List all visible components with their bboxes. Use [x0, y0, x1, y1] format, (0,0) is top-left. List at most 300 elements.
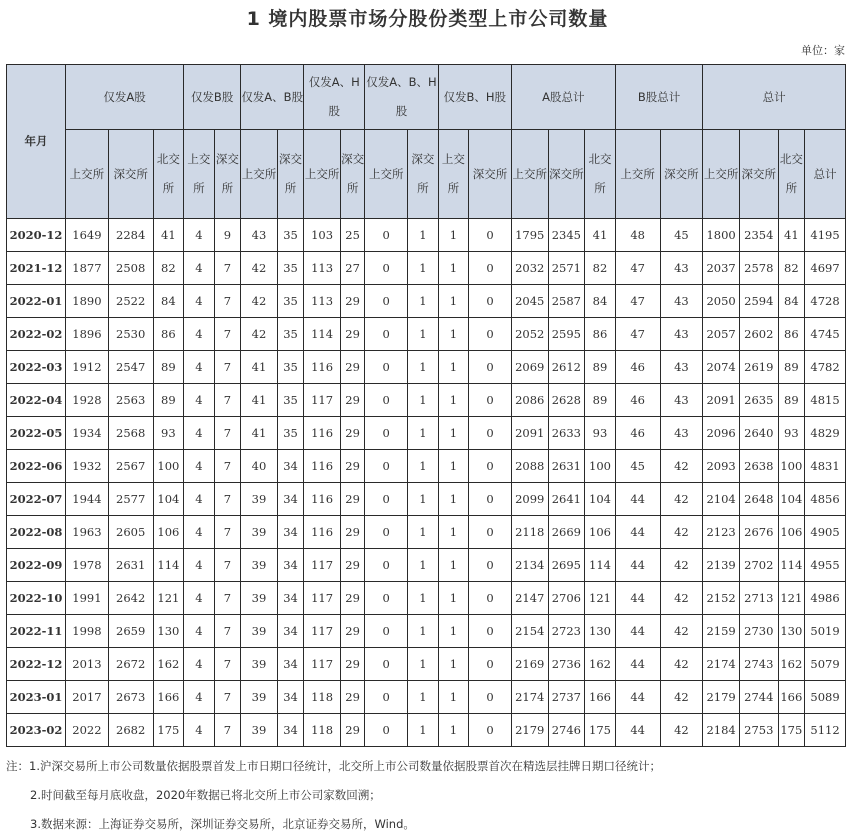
table-cell: 2032: [511, 252, 548, 285]
table-cell: 2184: [703, 714, 740, 747]
table-cell: 116: [304, 351, 341, 384]
table-cell: 2104: [703, 483, 740, 516]
table-cell: 7: [214, 714, 240, 747]
table-cell: 2169: [511, 648, 548, 681]
table-cell: 7: [214, 615, 240, 648]
table-cell: 2152: [703, 582, 740, 615]
table-cell: 117: [304, 582, 341, 615]
table-cell: 29: [340, 582, 364, 615]
table-cell: 1: [408, 417, 439, 450]
table-cell: 2037: [703, 252, 740, 285]
table-cell: 2640: [739, 417, 778, 450]
table-cell: 166: [778, 681, 804, 714]
table-cell: 41: [153, 219, 184, 252]
table-cell: 82: [778, 252, 804, 285]
table-cell: 42: [660, 648, 703, 681]
table-cell: 0: [469, 483, 512, 516]
row-date: 2022-03: [7, 351, 66, 384]
table-cell: 44: [615, 582, 660, 615]
table-cell: 29: [340, 384, 364, 417]
table-cell: 0: [365, 483, 408, 516]
header-sub: 北交所: [585, 130, 616, 219]
table-cell: 4: [184, 417, 215, 450]
table-cell: 7: [214, 285, 240, 318]
table-cell: 2659: [108, 615, 153, 648]
table-cell: 44: [615, 483, 660, 516]
table-cell: 2594: [739, 285, 778, 318]
table-cell: 2052: [511, 318, 548, 351]
table-cell: 4815: [805, 384, 846, 417]
table-row: [7, 549, 846, 582]
table-cell: 44: [615, 516, 660, 549]
table-cell: 7: [214, 483, 240, 516]
table-cell: 4: [184, 252, 215, 285]
table-cell: 39: [241, 714, 278, 747]
table-cell: 93: [778, 417, 804, 450]
table-cell: 41: [778, 219, 804, 252]
table-cell: 2723: [548, 615, 585, 648]
table-cell: 2702: [739, 549, 778, 582]
table-cell: 42: [660, 615, 703, 648]
table-cell: 5112: [805, 714, 846, 747]
table-cell: 45: [660, 219, 703, 252]
table-cell: 0: [365, 219, 408, 252]
table-cell: 47: [615, 285, 660, 318]
table-row: [7, 417, 846, 450]
table-cell: 35: [277, 219, 303, 252]
table-cell: 35: [277, 351, 303, 384]
table-cell: 2587: [548, 285, 585, 318]
table-cell: 39: [241, 582, 278, 615]
table-cell: 4: [184, 384, 215, 417]
table-cell: 39: [241, 615, 278, 648]
table-cell: 2563: [108, 384, 153, 417]
table-cell: 43: [660, 252, 703, 285]
table-cell: 39: [241, 549, 278, 582]
table-cell: 4: [184, 483, 215, 516]
table-cell: 41: [241, 351, 278, 384]
table-cell: 41: [585, 219, 616, 252]
table-cell: 113: [304, 285, 341, 318]
table-row: [7, 450, 846, 483]
table-cell: 25: [340, 219, 364, 252]
header-group: 仅发A股: [66, 65, 184, 130]
table-cell: 7: [214, 384, 240, 417]
table-cell: 2345: [548, 219, 585, 252]
table-cell: 35: [277, 252, 303, 285]
table-cell: 2641: [548, 483, 585, 516]
table-cell: 116: [304, 483, 341, 516]
table-cell: 43: [241, 219, 278, 252]
table-cell: 2673: [108, 681, 153, 714]
table-cell: 166: [153, 681, 184, 714]
table-cell: 5089: [805, 681, 846, 714]
table-cell: 1: [408, 615, 439, 648]
table-cell: 35: [277, 417, 303, 450]
table-cell: 42: [660, 714, 703, 747]
table-cell: 0: [365, 681, 408, 714]
table-cell: 2628: [548, 384, 585, 417]
header-year-month: 年月: [7, 65, 66, 219]
header-sub: 深交所: [108, 130, 153, 219]
table-cell: 7: [214, 582, 240, 615]
table-cell: 2174: [703, 648, 740, 681]
table-cell: 0: [365, 450, 408, 483]
header-group: A股总计: [511, 65, 615, 130]
table-cell: 2612: [548, 351, 585, 384]
table-cell: 166: [585, 681, 616, 714]
table-cell: 2631: [548, 450, 585, 483]
table-cell: 2567: [108, 450, 153, 483]
table-cell: 103: [304, 219, 341, 252]
header-sub: 总计: [805, 130, 846, 219]
table-cell: 0: [469, 384, 512, 417]
table-cell: 4: [184, 219, 215, 252]
table-cell: 7: [214, 318, 240, 351]
table-cell: 2730: [739, 615, 778, 648]
table-row: [7, 681, 846, 714]
table-cell: 175: [778, 714, 804, 747]
table-cell: 0: [365, 648, 408, 681]
table-cell: 1: [408, 351, 439, 384]
table-cell: 42: [241, 318, 278, 351]
table-cell: 1: [438, 450, 469, 483]
table-cell: 117: [304, 549, 341, 582]
table-cell: 34: [277, 582, 303, 615]
table-cell: 2642: [108, 582, 153, 615]
header-sub: 上交所: [304, 130, 341, 219]
table-cell: 42: [660, 681, 703, 714]
table-cell: 1: [408, 549, 439, 582]
header-sub: 深交所: [469, 130, 512, 219]
table-cell: 116: [304, 417, 341, 450]
table-cell: 2508: [108, 252, 153, 285]
table-cell: 2753: [739, 714, 778, 747]
table-cell: 44: [615, 714, 660, 747]
table-cell: 44: [615, 648, 660, 681]
table-cell: 1928: [66, 384, 109, 417]
table-cell: 89: [585, 384, 616, 417]
table-cell: 2568: [108, 417, 153, 450]
table-cell: 2050: [703, 285, 740, 318]
table-cell: 4: [184, 516, 215, 549]
listed-companies-table: [6, 64, 846, 747]
table-cell: 7: [214, 648, 240, 681]
table-cell: 1: [438, 582, 469, 615]
table-cell: 7: [214, 681, 240, 714]
table-cell: 7: [214, 252, 240, 285]
table-cell: 4955: [805, 549, 846, 582]
table-cell: 117: [304, 648, 341, 681]
table-cell: 84: [153, 285, 184, 318]
table-cell: 35: [277, 384, 303, 417]
header-group: 仅发A、B股: [241, 65, 304, 130]
table-cell: 1: [408, 648, 439, 681]
table-cell: 2571: [548, 252, 585, 285]
table-cell: 43: [660, 351, 703, 384]
table-cell: 29: [340, 483, 364, 516]
table-cell: 1: [408, 285, 439, 318]
table-cell: 1963: [66, 516, 109, 549]
table-cell: 4856: [805, 483, 846, 516]
table-cell: 42: [660, 549, 703, 582]
table-cell: 130: [153, 615, 184, 648]
table-cell: 34: [277, 714, 303, 747]
table-cell: 2074: [703, 351, 740, 384]
table-cell: 100: [153, 450, 184, 483]
table-cell: 1: [408, 252, 439, 285]
table-cell: 106: [778, 516, 804, 549]
table-cell: 29: [340, 714, 364, 747]
table-cell: 121: [153, 582, 184, 615]
footnote-2: 2.时间截至每月底收盘，2020年数据已将北交所上市公司家数回溯；: [30, 788, 381, 802]
table-cell: 4: [184, 351, 215, 384]
table-cell: 1978: [66, 549, 109, 582]
table-cell: 162: [778, 648, 804, 681]
table-cell: 2022: [66, 714, 109, 747]
table-cell: 0: [365, 582, 408, 615]
table-cell: 0: [365, 549, 408, 582]
table-cell: 4: [184, 549, 215, 582]
table-cell: 47: [615, 252, 660, 285]
table-cell: 34: [277, 516, 303, 549]
table-cell: 1934: [66, 417, 109, 450]
table-cell: 2091: [703, 384, 740, 417]
table-cell: 2530: [108, 318, 153, 351]
table-cell: 4: [184, 582, 215, 615]
table-cell: 7: [214, 450, 240, 483]
table-cell: 34: [277, 681, 303, 714]
table-cell: 2086: [511, 384, 548, 417]
header-sub: 深交所: [340, 130, 364, 219]
table-cell: 1: [438, 549, 469, 582]
table-row: [7, 318, 846, 351]
table-cell: 46: [615, 417, 660, 450]
table-cell: 42: [660, 582, 703, 615]
table-cell: 34: [277, 549, 303, 582]
table-cell: 162: [585, 648, 616, 681]
table-cell: 2179: [511, 714, 548, 747]
table-row: [7, 351, 846, 384]
row-date: 2022-11: [7, 615, 66, 648]
table-row: [7, 219, 846, 252]
header-sub: 北交所: [778, 130, 804, 219]
table-cell: 35: [277, 318, 303, 351]
table-cell: 121: [585, 582, 616, 615]
table-cell: 2139: [703, 549, 740, 582]
table-cell: 1: [438, 219, 469, 252]
table-cell: 117: [304, 615, 341, 648]
table-cell: 1795: [511, 219, 548, 252]
table-cell: 104: [585, 483, 616, 516]
table-row: [7, 714, 846, 747]
table-cell: 4: [184, 714, 215, 747]
table-cell: 4: [184, 318, 215, 351]
table-cell: 1: [408, 714, 439, 747]
table-cell: 2669: [548, 516, 585, 549]
table-row: [7, 384, 846, 417]
table-cell: 43: [660, 384, 703, 417]
table-cell: 2648: [739, 483, 778, 516]
table-cell: 116: [304, 450, 341, 483]
row-date: 2022-09: [7, 549, 66, 582]
table-cell: 117: [304, 384, 341, 417]
table-cell: 2631: [108, 549, 153, 582]
table-cell: 44: [615, 615, 660, 648]
table-cell: 0: [365, 285, 408, 318]
table-cell: 1800: [703, 219, 740, 252]
table-cell: 2744: [739, 681, 778, 714]
table-cell: 1: [408, 681, 439, 714]
table-cell: 0: [469, 219, 512, 252]
header-group: 仅发A、B、H股: [365, 65, 438, 130]
table-cell: 2547: [108, 351, 153, 384]
table-cell: 2619: [739, 351, 778, 384]
table-cell: 1: [408, 219, 439, 252]
table-cell: 5019: [805, 615, 846, 648]
table-cell: 0: [469, 615, 512, 648]
table-cell: 2147: [511, 582, 548, 615]
table-cell: 0: [469, 351, 512, 384]
row-date: 2022-04: [7, 384, 66, 417]
table-cell: 4697: [805, 252, 846, 285]
table-cell: 1: [438, 615, 469, 648]
table-cell: 89: [585, 351, 616, 384]
table-cell: 0: [469, 648, 512, 681]
table-cell: 89: [153, 384, 184, 417]
table-cell: 121: [778, 582, 804, 615]
table-cell: 7: [214, 417, 240, 450]
table-cell: 46: [615, 351, 660, 384]
table-cell: 1: [438, 483, 469, 516]
table-cell: 4829: [805, 417, 846, 450]
table-row: [7, 483, 846, 516]
table-cell: 42: [660, 483, 703, 516]
table-cell: 7: [214, 351, 240, 384]
table-cell: 29: [340, 285, 364, 318]
table-cell: 2635: [739, 384, 778, 417]
table-cell: 114: [304, 318, 341, 351]
table-cell: 2354: [739, 219, 778, 252]
row-date: 2023-02: [7, 714, 66, 747]
header-group: B股总计: [615, 65, 703, 130]
table-row: [7, 252, 846, 285]
table-cell: 1877: [66, 252, 109, 285]
table-cell: 29: [340, 417, 364, 450]
table-cell: 2522: [108, 285, 153, 318]
table-cell: 2013: [66, 648, 109, 681]
table-cell: 162: [153, 648, 184, 681]
table-cell: 29: [340, 549, 364, 582]
table-row: [7, 285, 846, 318]
footnote-1: 注：1.沪深交易所上市公司数量依据股票首发上市日期口径统计，北交所上市公司数量依据股票首次在精选层挂牌日期口径统计；: [6, 759, 661, 773]
table-cell: 1912: [66, 351, 109, 384]
table-cell: 0: [469, 714, 512, 747]
table-cell: 29: [340, 318, 364, 351]
table-cell: 1998: [66, 615, 109, 648]
table-cell: 2736: [548, 648, 585, 681]
footnote-3: 3.数据来源：上海证券交易所，深圳证券交易所，北京证券交易所，Wind。: [30, 817, 415, 831]
table-cell: 0: [365, 351, 408, 384]
table-cell: 1: [408, 450, 439, 483]
header-sub: 深交所: [277, 130, 303, 219]
table-cell: 1: [438, 351, 469, 384]
row-date: 2022-06: [7, 450, 66, 483]
table-cell: 0: [469, 582, 512, 615]
table-cell: 2045: [511, 285, 548, 318]
table-cell: 0: [365, 714, 408, 747]
table-cell: 0: [365, 516, 408, 549]
table-cell: 175: [153, 714, 184, 747]
table-cell: 2578: [739, 252, 778, 285]
table-cell: 113: [304, 252, 341, 285]
table-cell: 40: [241, 450, 278, 483]
table-cell: 86: [585, 318, 616, 351]
table-cell: 4195: [805, 219, 846, 252]
header-sub: 深交所: [408, 130, 439, 219]
table-cell: 1: [438, 681, 469, 714]
table-cell: 0: [469, 681, 512, 714]
table-cell: 114: [778, 549, 804, 582]
table-cell: 2746: [548, 714, 585, 747]
table-cell: 2134: [511, 549, 548, 582]
table-cell: 9: [214, 219, 240, 252]
table-cell: 7: [214, 516, 240, 549]
table-cell: 82: [585, 252, 616, 285]
table-cell: 1649: [66, 219, 109, 252]
table-cell: 2093: [703, 450, 740, 483]
table-cell: 0: [469, 417, 512, 450]
table-cell: 48: [615, 219, 660, 252]
table-cell: 130: [585, 615, 616, 648]
table-cell: 2682: [108, 714, 153, 747]
table-cell: 1896: [66, 318, 109, 351]
table-cell: 4: [184, 285, 215, 318]
table-cell: 42: [241, 252, 278, 285]
table-cell: 4782: [805, 351, 846, 384]
table-cell: 2099: [511, 483, 548, 516]
row-date: 2020-12: [7, 219, 66, 252]
table-cell: 1890: [66, 285, 109, 318]
header-group: 仅发B、H股: [438, 65, 511, 130]
table-cell: 2602: [739, 318, 778, 351]
table-cell: 29: [340, 450, 364, 483]
table-cell: 0: [469, 450, 512, 483]
table-cell: 86: [153, 318, 184, 351]
table-cell: 2605: [108, 516, 153, 549]
table-cell: 4: [184, 681, 215, 714]
table-cell: 1: [438, 252, 469, 285]
table-cell: 2179: [703, 681, 740, 714]
table-cell: 93: [585, 417, 616, 450]
table-cell: 34: [277, 483, 303, 516]
table-row: [7, 582, 846, 615]
table-cell: 2284: [108, 219, 153, 252]
table-cell: 2695: [548, 549, 585, 582]
table-row: [7, 648, 846, 681]
table-cell: 1: [438, 714, 469, 747]
row-date: 2022-01: [7, 285, 66, 318]
table-cell: 100: [778, 450, 804, 483]
table-cell: 42: [241, 285, 278, 318]
table-cell: 29: [340, 648, 364, 681]
table-cell: 2737: [548, 681, 585, 714]
header-sub: 上交所: [184, 130, 215, 219]
table-cell: 1: [438, 384, 469, 417]
table-cell: 2118: [511, 516, 548, 549]
table-cell: 0: [469, 516, 512, 549]
table-cell: 2676: [739, 516, 778, 549]
